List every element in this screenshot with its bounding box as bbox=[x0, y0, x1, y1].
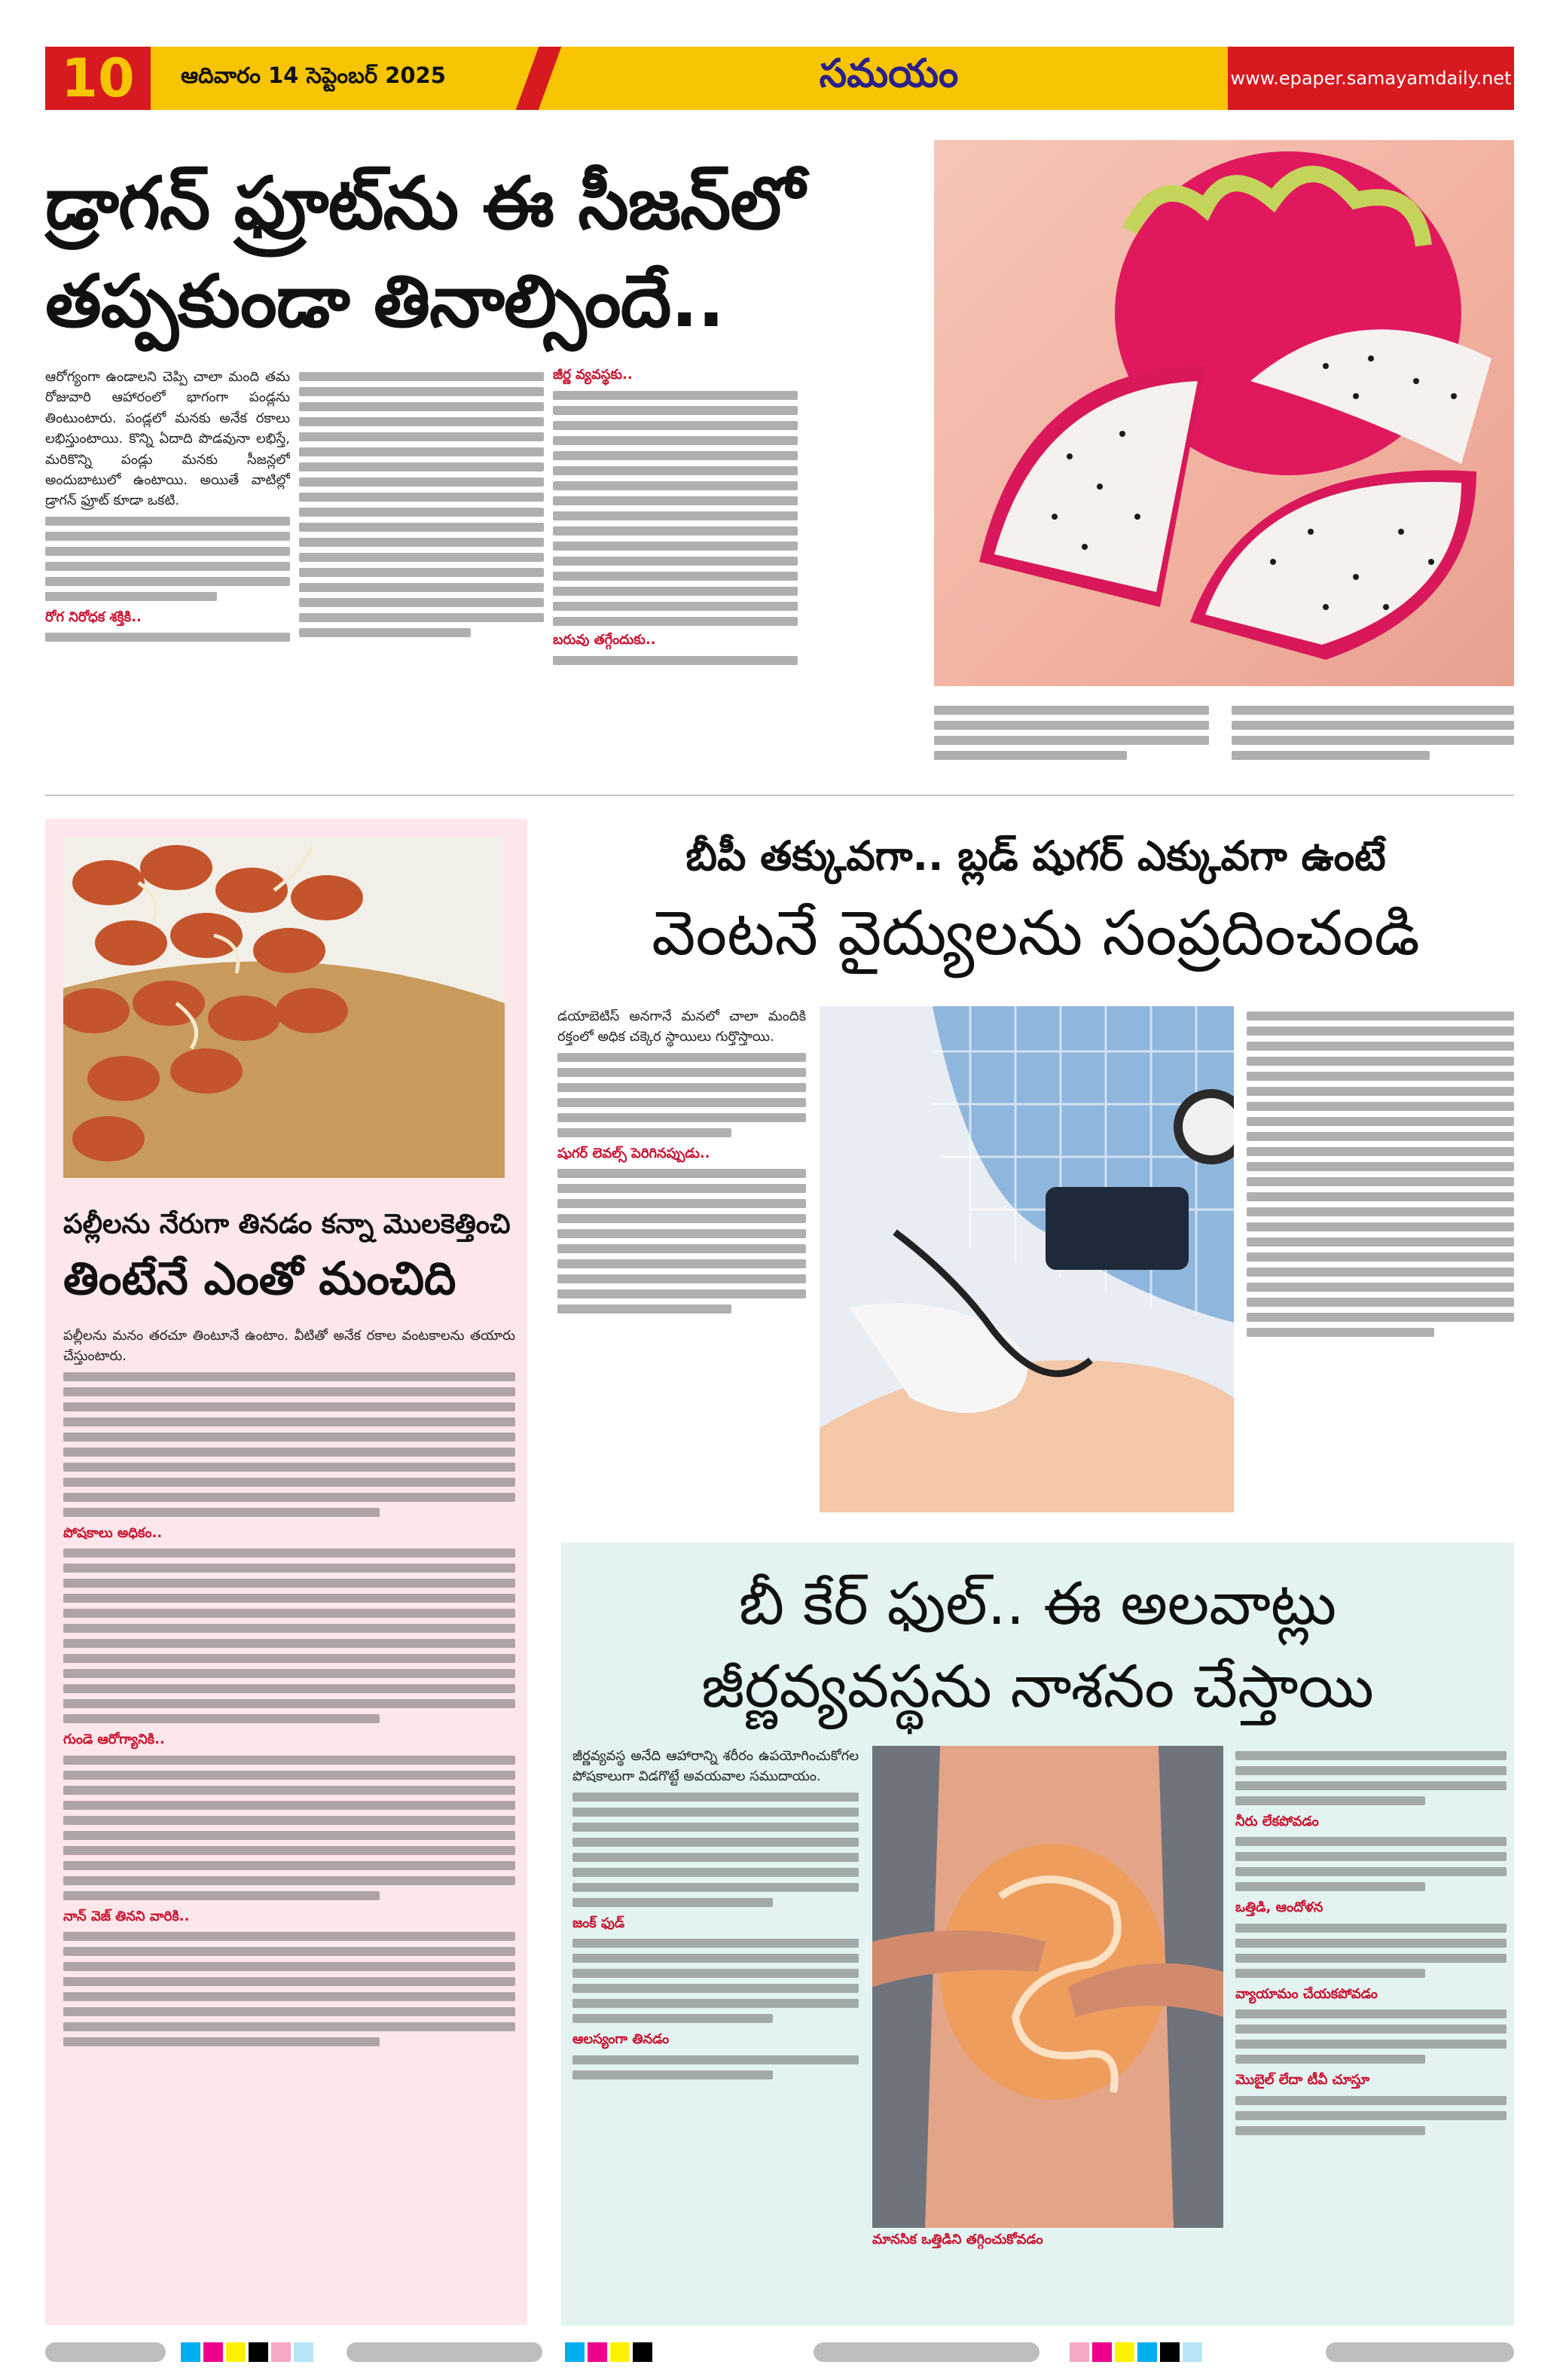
text-line bbox=[63, 1609, 515, 1618]
text-line bbox=[299, 538, 544, 547]
colour-swatch bbox=[249, 2342, 268, 2362]
text-line bbox=[63, 2007, 515, 2016]
peanut-headline: తింటేనే ఎంతో మంచిది bbox=[63, 1253, 456, 1305]
text-line bbox=[299, 628, 471, 637]
text-line bbox=[63, 1624, 515, 1633]
text-line bbox=[63, 2037, 380, 2046]
text-line bbox=[1247, 1237, 1514, 1246]
text-line bbox=[557, 1053, 806, 1062]
peanut-sub-veg: నాన్ వెజ్ తినని వారికి.. bbox=[63, 1908, 190, 1924]
dragon-intro-text: ఆరోగ్యంగా ఉండాలని చెప్పి చాలా మంది తమ రోజువారి ఆహారంలో భాగంగా పండ్లను తింటుంటారు. పండ్లలో మనకు అనేక రకాలు లభిస్తుంటాయి. కొన్ని ఏదాది పొడవునా లభిస్తే, మరికొన్ని పండ్లు మనకు సీజన్లలో అందుబాటులో ఉంటాయి. అయితే వాటిల్లో డ్రాగన్ ఫ్రూట్ కూడా ఒకటి. bbox=[45, 369, 290, 509]
peanut-sub-heart: గుండె ఆరోగ్యానికి.. bbox=[63, 1732, 165, 1748]
text-line bbox=[572, 1793, 859, 1802]
text-line bbox=[63, 1846, 515, 1855]
text-line bbox=[553, 526, 798, 536]
text-line bbox=[572, 1984, 859, 1993]
colour-swatch bbox=[1183, 2342, 1202, 2362]
text-line bbox=[1235, 1766, 1507, 1775]
text-line bbox=[63, 1962, 515, 1971]
text-line bbox=[553, 557, 798, 566]
text-line bbox=[557, 1229, 806, 1238]
text-line bbox=[572, 1823, 859, 1832]
text-line bbox=[63, 1801, 515, 1810]
text-line bbox=[1247, 1132, 1514, 1141]
text-line bbox=[1247, 1313, 1514, 1322]
text-line bbox=[1247, 1042, 1514, 1051]
dragon-column-5 bbox=[1232, 700, 1514, 776]
text-line bbox=[63, 1669, 515, 1678]
website-url[interactable]: www.epaper.samayamdaily.net bbox=[1228, 47, 1514, 110]
colour-swatch bbox=[1115, 2342, 1134, 2362]
colour-swatch bbox=[633, 2342, 652, 2362]
text-line bbox=[934, 706, 1209, 715]
text-line bbox=[557, 1289, 806, 1298]
print-colour-strip bbox=[45, 2342, 1514, 2362]
peanut-subhead: పల్లీలను నేరుగా తినడం కన్నా మొలకెత్తించి bbox=[63, 1209, 511, 1240]
digestion-sub-water: నీరు లేకపోవడం bbox=[1235, 1814, 1319, 1829]
text-line bbox=[1235, 1751, 1507, 1760]
colour-swatch bbox=[610, 2342, 630, 2362]
text-line bbox=[553, 617, 798, 626]
text-line bbox=[299, 553, 544, 562]
text-line bbox=[1235, 2126, 1425, 2135]
text-line bbox=[572, 1898, 773, 1907]
text-line bbox=[553, 496, 798, 505]
colour-swatch bbox=[1160, 2342, 1180, 2362]
text-line bbox=[1247, 1057, 1514, 1066]
text-line bbox=[1247, 1207, 1514, 1216]
text-line bbox=[557, 1184, 806, 1193]
text-line bbox=[1235, 1954, 1507, 1963]
digestion-photo-caption: మానసిక ఒత్తిడిని తగ్గించుకోవడం bbox=[872, 2232, 1043, 2247]
text-line bbox=[557, 1169, 806, 1178]
text-line bbox=[45, 577, 290, 586]
text-line bbox=[63, 1508, 380, 1517]
text-line bbox=[1247, 1268, 1514, 1277]
bp-column-2 bbox=[1247, 1006, 1514, 1518]
strip-grey-bar bbox=[814, 2342, 1040, 2362]
strip-grey-bar bbox=[45, 2342, 166, 2362]
dragon-article-headline bbox=[45, 154, 919, 350]
bp-sub-sugar: షుగర్ లెవల్స్ పెరిగినప్పుడు.. bbox=[557, 1145, 710, 1161]
text-line bbox=[557, 1259, 806, 1268]
text-line bbox=[553, 466, 798, 475]
text-line bbox=[63, 1947, 515, 1956]
text-line bbox=[1232, 721, 1514, 730]
issue-date: ఆదివారం 14 సెప్టెంబర్ 2025 bbox=[151, 47, 542, 110]
digestion-sub-exercise: వ్యాయామం చేయకపోవడం bbox=[1235, 1985, 1378, 2002]
text-line bbox=[299, 568, 544, 577]
text-line bbox=[1235, 1796, 1425, 1805]
text-line bbox=[553, 481, 798, 490]
strip-grey-bar bbox=[347, 2342, 542, 2362]
text-line bbox=[1235, 2009, 1507, 2018]
text-line bbox=[45, 592, 217, 601]
text-line bbox=[63, 1786, 515, 1795]
text-line bbox=[299, 598, 544, 607]
text-line bbox=[557, 1214, 806, 1223]
text-line bbox=[1247, 1147, 1514, 1156]
text-line bbox=[1232, 706, 1514, 715]
text-line bbox=[63, 1654, 515, 1663]
text-line bbox=[45, 633, 290, 642]
text-line bbox=[299, 583, 544, 592]
text-line bbox=[1235, 1924, 1507, 1933]
text-line bbox=[63, 1861, 515, 1870]
text-line bbox=[45, 562, 290, 571]
peanut-illustration bbox=[63, 838, 505, 1178]
page-number: 10 bbox=[45, 47, 151, 110]
blood-pressure-check-photo bbox=[820, 1006, 1234, 1512]
text-line bbox=[553, 602, 798, 611]
digestion-sub-stress: ఒత్తిడి, ఆందోళన bbox=[1235, 1899, 1323, 1916]
bp-headline-line1: బీపీ తక్కువగా.. బ్లడ్ షుగర్ ఎక్కువగా ఉంటే bbox=[685, 832, 1386, 880]
bp-illustration bbox=[820, 1006, 1234, 1512]
text-line bbox=[572, 1853, 859, 1862]
text-line bbox=[572, 2014, 773, 2023]
text-line bbox=[299, 432, 544, 441]
text-line bbox=[63, 1771, 515, 1780]
digestion-headline-line2: జీర్ణవ్యవస్థను నాశనం చేస్తాయి bbox=[701, 1653, 1374, 1721]
text-line bbox=[572, 1868, 859, 1877]
text-line bbox=[1235, 2111, 1507, 2120]
text-line bbox=[45, 517, 290, 526]
text-line bbox=[557, 1304, 731, 1314]
text-line bbox=[63, 1579, 515, 1588]
text-line bbox=[557, 1199, 806, 1208]
text-line bbox=[63, 1639, 515, 1648]
text-line bbox=[299, 372, 544, 381]
text-line bbox=[1247, 1087, 1514, 1096]
text-line bbox=[63, 1493, 515, 1502]
text-line bbox=[572, 1838, 859, 1847]
dragon-fruit-photo bbox=[934, 140, 1514, 686]
text-line bbox=[299, 493, 544, 502]
colour-swatch bbox=[1092, 2342, 1112, 2362]
text-line bbox=[1247, 1072, 1514, 1081]
colour-swatch bbox=[203, 2342, 223, 2362]
text-line bbox=[1247, 1298, 1514, 1307]
text-line bbox=[63, 1714, 380, 1723]
text-line bbox=[557, 1083, 806, 1092]
text-line bbox=[1232, 751, 1430, 760]
text-line bbox=[299, 478, 544, 487]
dragon-column-4 bbox=[934, 700, 1209, 776]
colour-swatch bbox=[294, 2342, 313, 2362]
colour-swatch bbox=[1137, 2342, 1157, 2362]
text-line bbox=[553, 406, 798, 415]
text-line bbox=[1247, 1177, 1514, 1186]
text-line bbox=[572, 1808, 859, 1817]
section-divider bbox=[45, 795, 1514, 796]
text-line bbox=[553, 656, 798, 665]
text-line bbox=[1235, 1882, 1425, 1891]
text-line bbox=[45, 547, 290, 556]
bp-headline-line2: వెంటనే వైద్యులను సంప్రదించండి bbox=[652, 898, 1420, 969]
text-line bbox=[1235, 1867, 1507, 1876]
text-line bbox=[63, 1684, 515, 1693]
text-line bbox=[63, 1433, 515, 1442]
text-line bbox=[1235, 2025, 1507, 2034]
text-line bbox=[553, 572, 798, 581]
text-line bbox=[1247, 1162, 1514, 1171]
digestion-column-1 bbox=[572, 1746, 859, 2318]
text-line bbox=[1235, 2040, 1507, 2049]
text-line bbox=[1247, 1222, 1514, 1231]
text-line bbox=[572, 1969, 859, 1978]
text-line bbox=[1235, 1837, 1507, 1846]
text-line bbox=[63, 2022, 515, 2031]
text-line bbox=[63, 1992, 515, 2001]
text-line bbox=[299, 613, 544, 622]
dragon-fruit-illustration bbox=[934, 140, 1514, 686]
text-line bbox=[1235, 2096, 1507, 2105]
text-line bbox=[934, 721, 1209, 730]
text-line bbox=[63, 1594, 515, 1603]
text-line bbox=[572, 2070, 773, 2079]
digestion-illustration bbox=[872, 1746, 1223, 2228]
text-line bbox=[557, 1068, 806, 1077]
text-line bbox=[63, 1549, 515, 1558]
text-line bbox=[63, 1876, 515, 1885]
text-line bbox=[1247, 1283, 1514, 1292]
text-line bbox=[572, 1999, 859, 2008]
digestion-column-2 bbox=[1235, 1746, 1507, 2318]
text-line bbox=[572, 1883, 859, 1892]
text-line bbox=[553, 436, 798, 445]
text-line bbox=[63, 1478, 515, 1487]
dragon-column-1 bbox=[45, 367, 290, 774]
text-line bbox=[63, 1932, 515, 1941]
sprouted-peanuts-photo bbox=[63, 838, 505, 1178]
dragon-headline-line1: డ్రాగన్ ఫ్రూట్‌ను ఈ సీజన్‌లో bbox=[45, 161, 804, 246]
colour-swatch bbox=[1070, 2342, 1089, 2362]
text-line bbox=[45, 532, 290, 541]
text-line bbox=[1232, 736, 1514, 745]
dragon-sub-immunity: రోగ నిరోధక శక్తికి.. bbox=[45, 609, 142, 625]
text-line bbox=[572, 2055, 859, 2064]
text-line bbox=[63, 1816, 515, 1825]
colour-swatch bbox=[226, 2342, 246, 2362]
text-line bbox=[1247, 1192, 1514, 1201]
text-line bbox=[63, 1372, 515, 1381]
peanut-sub-nutrients: పోషకాలు అధికం.. bbox=[63, 1524, 163, 1541]
digestion-sub-junk: జంక్ ఫుడ్ bbox=[572, 1915, 625, 1931]
text-line bbox=[63, 1831, 515, 1840]
digestion-headline bbox=[561, 1563, 1514, 1729]
text-line bbox=[1247, 1253, 1514, 1262]
text-line bbox=[934, 736, 1209, 745]
colour-swatch bbox=[565, 2342, 585, 2362]
text-line bbox=[1235, 1939, 1507, 1948]
text-line bbox=[299, 447, 544, 456]
text-line bbox=[63, 1699, 515, 1708]
bp-intro-text: డయాబెటిస్ అనగానే మనలో చాలా మందికి రక్తంలో అధిక చక్కెర స్థాయిలు గుర్తొస్తాయి. bbox=[557, 1008, 806, 1045]
text-line bbox=[1247, 1102, 1514, 1111]
dragon-sub-digestion: జీర్ణ వ్యవస్థకు.. bbox=[553, 367, 633, 383]
text-line bbox=[1235, 1969, 1425, 1978]
text-line bbox=[1247, 1117, 1514, 1126]
text-line bbox=[553, 511, 798, 520]
text-line bbox=[299, 462, 544, 471]
text-line bbox=[299, 387, 544, 396]
text-line bbox=[63, 1417, 515, 1426]
text-line bbox=[557, 1113, 806, 1122]
text-line bbox=[557, 1128, 731, 1137]
digestion-sub-night: ఆలస్యంగా తినడం bbox=[572, 2031, 670, 2048]
text-line bbox=[553, 421, 798, 430]
dragon-sub-weight: బరువు తగ్గేందుకు.. bbox=[553, 632, 656, 648]
dragon-column-3 bbox=[553, 367, 798, 774]
text-line bbox=[553, 391, 798, 400]
text-line bbox=[1247, 1328, 1434, 1337]
text-line bbox=[1247, 1027, 1514, 1036]
text-line bbox=[63, 1402, 515, 1411]
text-line bbox=[1247, 1012, 1514, 1021]
text-line bbox=[299, 523, 544, 532]
newspaper-brand: సమయం bbox=[819, 50, 959, 96]
text-line bbox=[299, 402, 544, 411]
text-line bbox=[63, 1564, 515, 1573]
text-line bbox=[557, 1244, 806, 1253]
text-line bbox=[557, 1274, 806, 1283]
digestion-sub-mobile: మొబైల్ లేదా టీవీ చూస్తూ bbox=[1235, 2072, 1370, 2089]
dragon-column-2 bbox=[299, 367, 544, 774]
text-line bbox=[557, 1098, 806, 1107]
digestion-headline-line1: బీ కేర్ ఫుల్.. ఈ అలవాట్లు bbox=[738, 1570, 1337, 1638]
text-line bbox=[553, 451, 798, 460]
text-line bbox=[934, 751, 1127, 760]
peanut-intro-text: పల్లీలను మనం తరచూ తింటూనే ఉంటాం. వీటితో అనేక రకాల వంటకాలను తయారు చేస్తుంటారు. bbox=[63, 1328, 515, 1365]
text-line bbox=[63, 1891, 380, 1900]
text-line bbox=[63, 1448, 515, 1457]
text-line bbox=[572, 1954, 859, 1963]
colour-swatch bbox=[271, 2342, 291, 2362]
text-line bbox=[63, 1463, 515, 1472]
text-line bbox=[1235, 1781, 1507, 1790]
text-line bbox=[63, 1387, 515, 1396]
text-line bbox=[1235, 1852, 1507, 1861]
text-line bbox=[553, 542, 798, 551]
text-line bbox=[63, 1756, 515, 1765]
text-line bbox=[572, 1939, 859, 1948]
text-line bbox=[299, 417, 544, 426]
digestion-intro-text: జీర్ణవ్యవస్థ అనేది ఆహారాన్ని శరీరం ఉపయోగించుకోగల పోషకాలుగా విడగొట్టే అవయవాల సముదాయం. bbox=[572, 1748, 859, 1785]
colour-swatch bbox=[181, 2342, 200, 2362]
bp-column-1 bbox=[557, 1006, 806, 1518]
peanut-body bbox=[63, 1326, 515, 2320]
strip-grey-bar bbox=[1326, 2342, 1514, 2362]
text-line bbox=[553, 587, 798, 596]
stomach-pain-photo bbox=[872, 1746, 1223, 2228]
colour-swatch bbox=[588, 2342, 607, 2362]
text-line bbox=[1235, 2055, 1425, 2064]
text-line bbox=[299, 508, 544, 517]
dragon-headline-line2: తప్పకుండా తినాల్సిందే.. bbox=[45, 259, 725, 343]
text-line bbox=[63, 1977, 515, 1986]
